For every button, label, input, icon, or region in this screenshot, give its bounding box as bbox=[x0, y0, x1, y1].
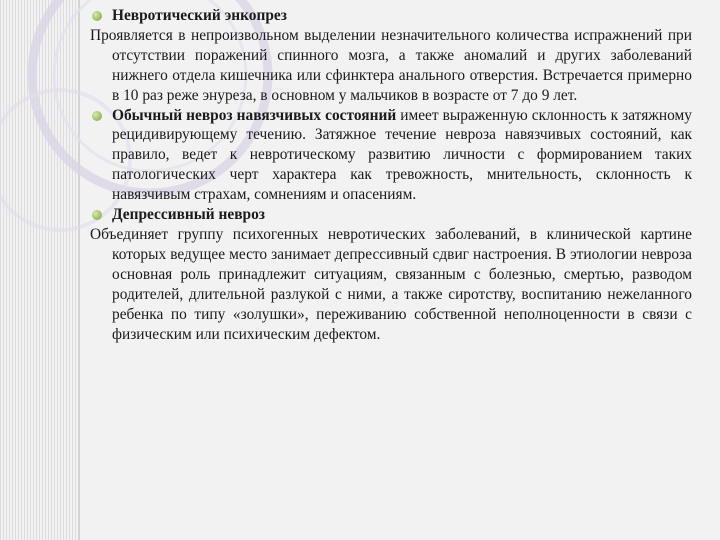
paragraph-encopresis bbox=[90, 26, 692, 106]
heading-text: Невротический энкопрез bbox=[112, 7, 287, 24]
decorative-stripe-edge bbox=[78, 0, 80, 540]
heading-text: Обычный невроз навязчивых состояний bbox=[112, 106, 397, 124]
bullet-text: имеет выраженную склонность к затяжному рецидивирующему течению. Затяжное течение невроза навязчивых состояний, как правило, ведет к невротическому развитию личности с формированием таких патологических черт характера как тревожность, мнительность, склонность к навязчивым страхам, сомнениям и опасениям. bbox=[112, 106, 692, 204]
paragraph-text: Проявляется в непроизвольном выделении незначительного количества испражнений при отсутствии поражений спинного мозга, а также аномалий и других заболеваний нижнего отдела кишечника или сфинктера анального отверстия. Встречается примерно в 10 раз реже энуреза, в основном у мальчиков в возрасте от 7 до 9 лет. bbox=[90, 26, 692, 104]
bullet-heading-depressive-neurosis bbox=[90, 205, 692, 225]
bullet-heading-encopresis bbox=[90, 6, 692, 26]
bullet-obsessive-neurosis bbox=[90, 106, 692, 206]
heading-text: Депрессивный невроз bbox=[112, 206, 265, 224]
slide-body bbox=[90, 6, 692, 344]
paragraph-depressive-neurosis bbox=[90, 225, 692, 344]
decorative-stripe-panel bbox=[0, 0, 78, 540]
paragraph-text: Объединяет группу психогенных невротических заболеваний, в клинической картине которых ведущее место занимает депрессивный сдвиг настроения. В этиологии невроза основная роль принадлежит ситуациям, связанным с болезнью, смертью, разводом родителей, длительной разлукой с ними, а также сиротству, воспитанию нежеланного ребенка по типу «золушки», переживанию собственной неполноценности в связи с физическим или психическим дефектом. bbox=[90, 225, 692, 343]
